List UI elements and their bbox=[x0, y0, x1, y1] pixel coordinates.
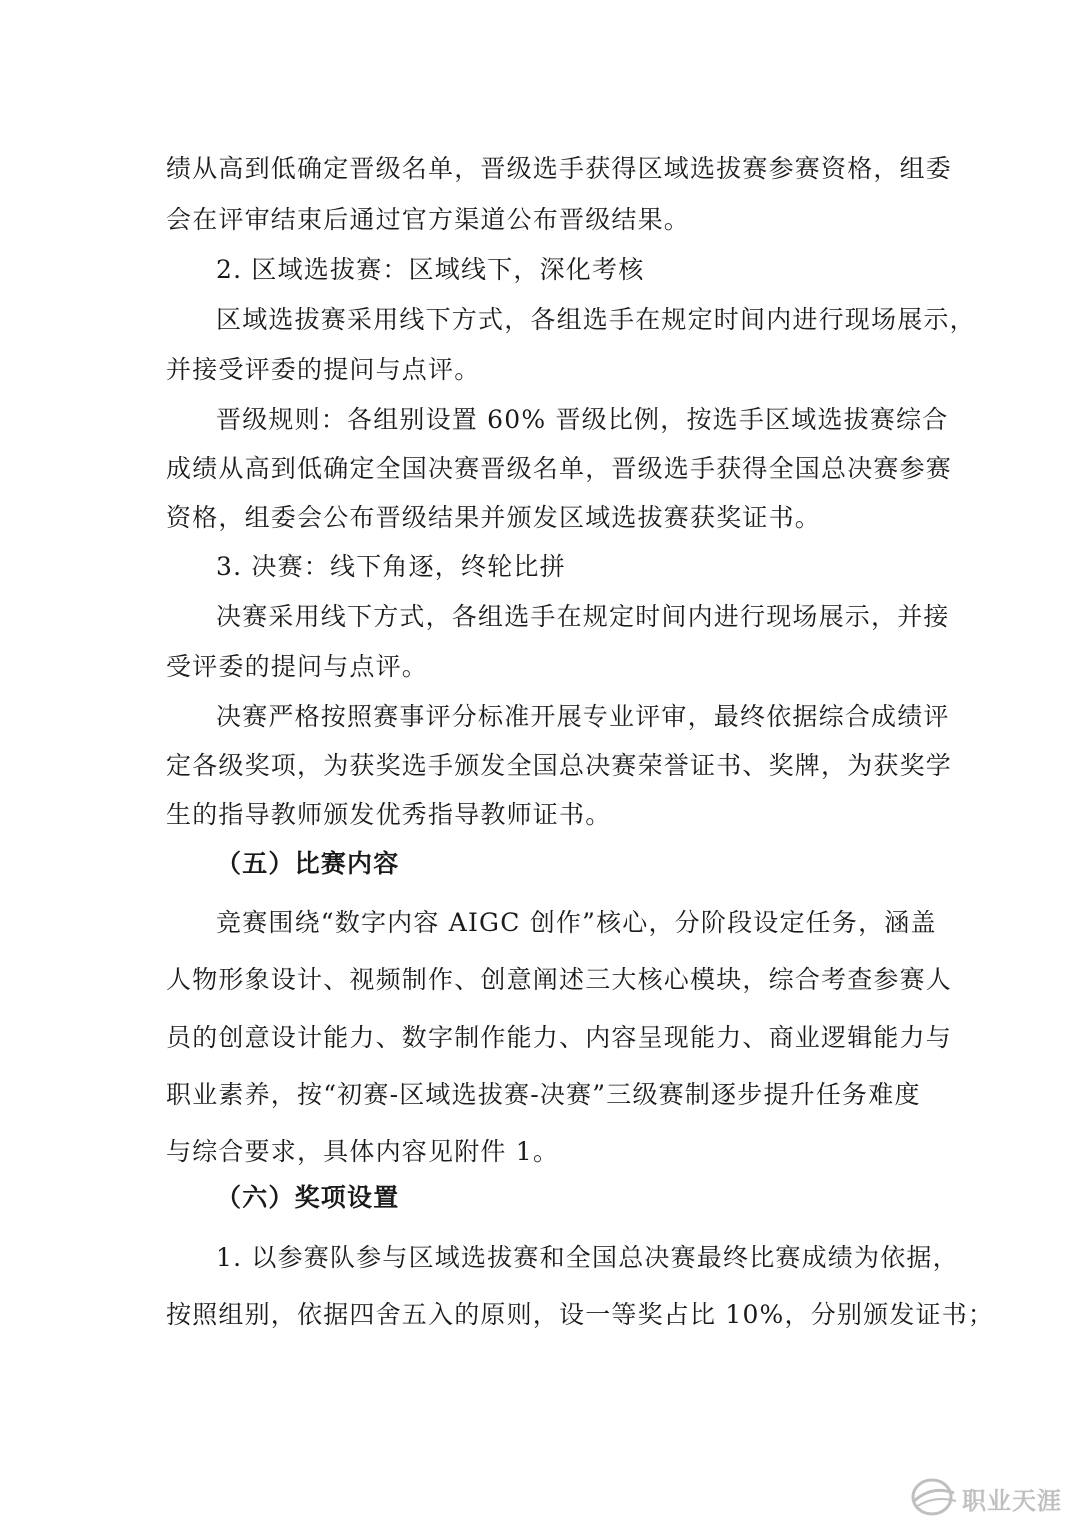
text-line: 竞赛围绕“数字内容 AIGC 创作”核心，分阶段设定任务，涵盖 bbox=[216, 908, 937, 937]
text-line: 定各级奖项，为获奖选手颁发全国总决赛荣誉证书、奖牌，为获奖学 bbox=[166, 751, 953, 780]
text-line: 职业素养，按“初赛-区域选拔赛-决赛”三级赛制逐步提升任务难度 bbox=[166, 1080, 921, 1109]
text-line: 会在评审结束后通过官方渠道公布晋级结果。 bbox=[166, 205, 691, 234]
text-line: 员的创意设计能力、数字制作能力、内容呈现能力、商业逻辑能力与 bbox=[166, 1023, 953, 1052]
subsection-title: 2. 区域选拔赛：区域线下，深化考核 bbox=[216, 255, 645, 284]
text-line: 区域选拔赛采用线下方式，各组选手在规定时间内进行现场展示， bbox=[216, 305, 976, 334]
text-line: 生的指导教师颁发优秀指导教师证书。 bbox=[166, 800, 612, 829]
watermark-text: 职业天涯 bbox=[962, 1487, 1062, 1515]
text-line: 并接受评委的提问与点评。 bbox=[166, 355, 481, 384]
text-line: 成绩从高到低确定全国决赛晋级名单，晋级选手获得全国总决赛参赛 bbox=[166, 454, 953, 483]
globe-logo-icon bbox=[910, 1475, 960, 1517]
text-line: 决赛严格按照赛事评分标准开展专业评审，最终依据综合成绩评 bbox=[216, 702, 950, 731]
section-heading: （六）奖项设置 bbox=[216, 1183, 400, 1212]
text-line: 人物形象设计、视频制作、创意阐述三大核心模块，综合考查参赛人 bbox=[166, 965, 953, 994]
text-line: 1. 以参赛队参与区域选拔赛和全国总决赛最终比赛成绩为依据， bbox=[216, 1243, 959, 1272]
section-heading: （五）比赛内容 bbox=[216, 849, 400, 878]
text-line: 绩从高到低确定晋级名单，晋级选手获得区域选拔赛参赛资格，组委 bbox=[166, 154, 953, 183]
watermark bbox=[910, 1473, 1070, 1519]
text-line: 资格，组委会公布晋级结果并颁发区域选拔赛获奖证书。 bbox=[166, 503, 822, 532]
text-line: 受评委的提问与点评。 bbox=[166, 652, 429, 681]
text-line: 晋级规则：各组别设置 60% 晋级比例，按选手区域选拔赛综合 bbox=[216, 405, 949, 434]
text-line: 按照组别，依据四舍五入的原则，设一等奖占比 10%，分别颁发证书； bbox=[166, 1300, 995, 1329]
subsection-title: 3. 决赛：线下角逐，终轮比拼 bbox=[216, 552, 566, 581]
text-line: 决赛采用线下方式，各组选手在规定时间内进行现场展示，并接 bbox=[216, 602, 950, 631]
text-line: 与综合要求，具体内容见附件 1。 bbox=[166, 1137, 560, 1166]
